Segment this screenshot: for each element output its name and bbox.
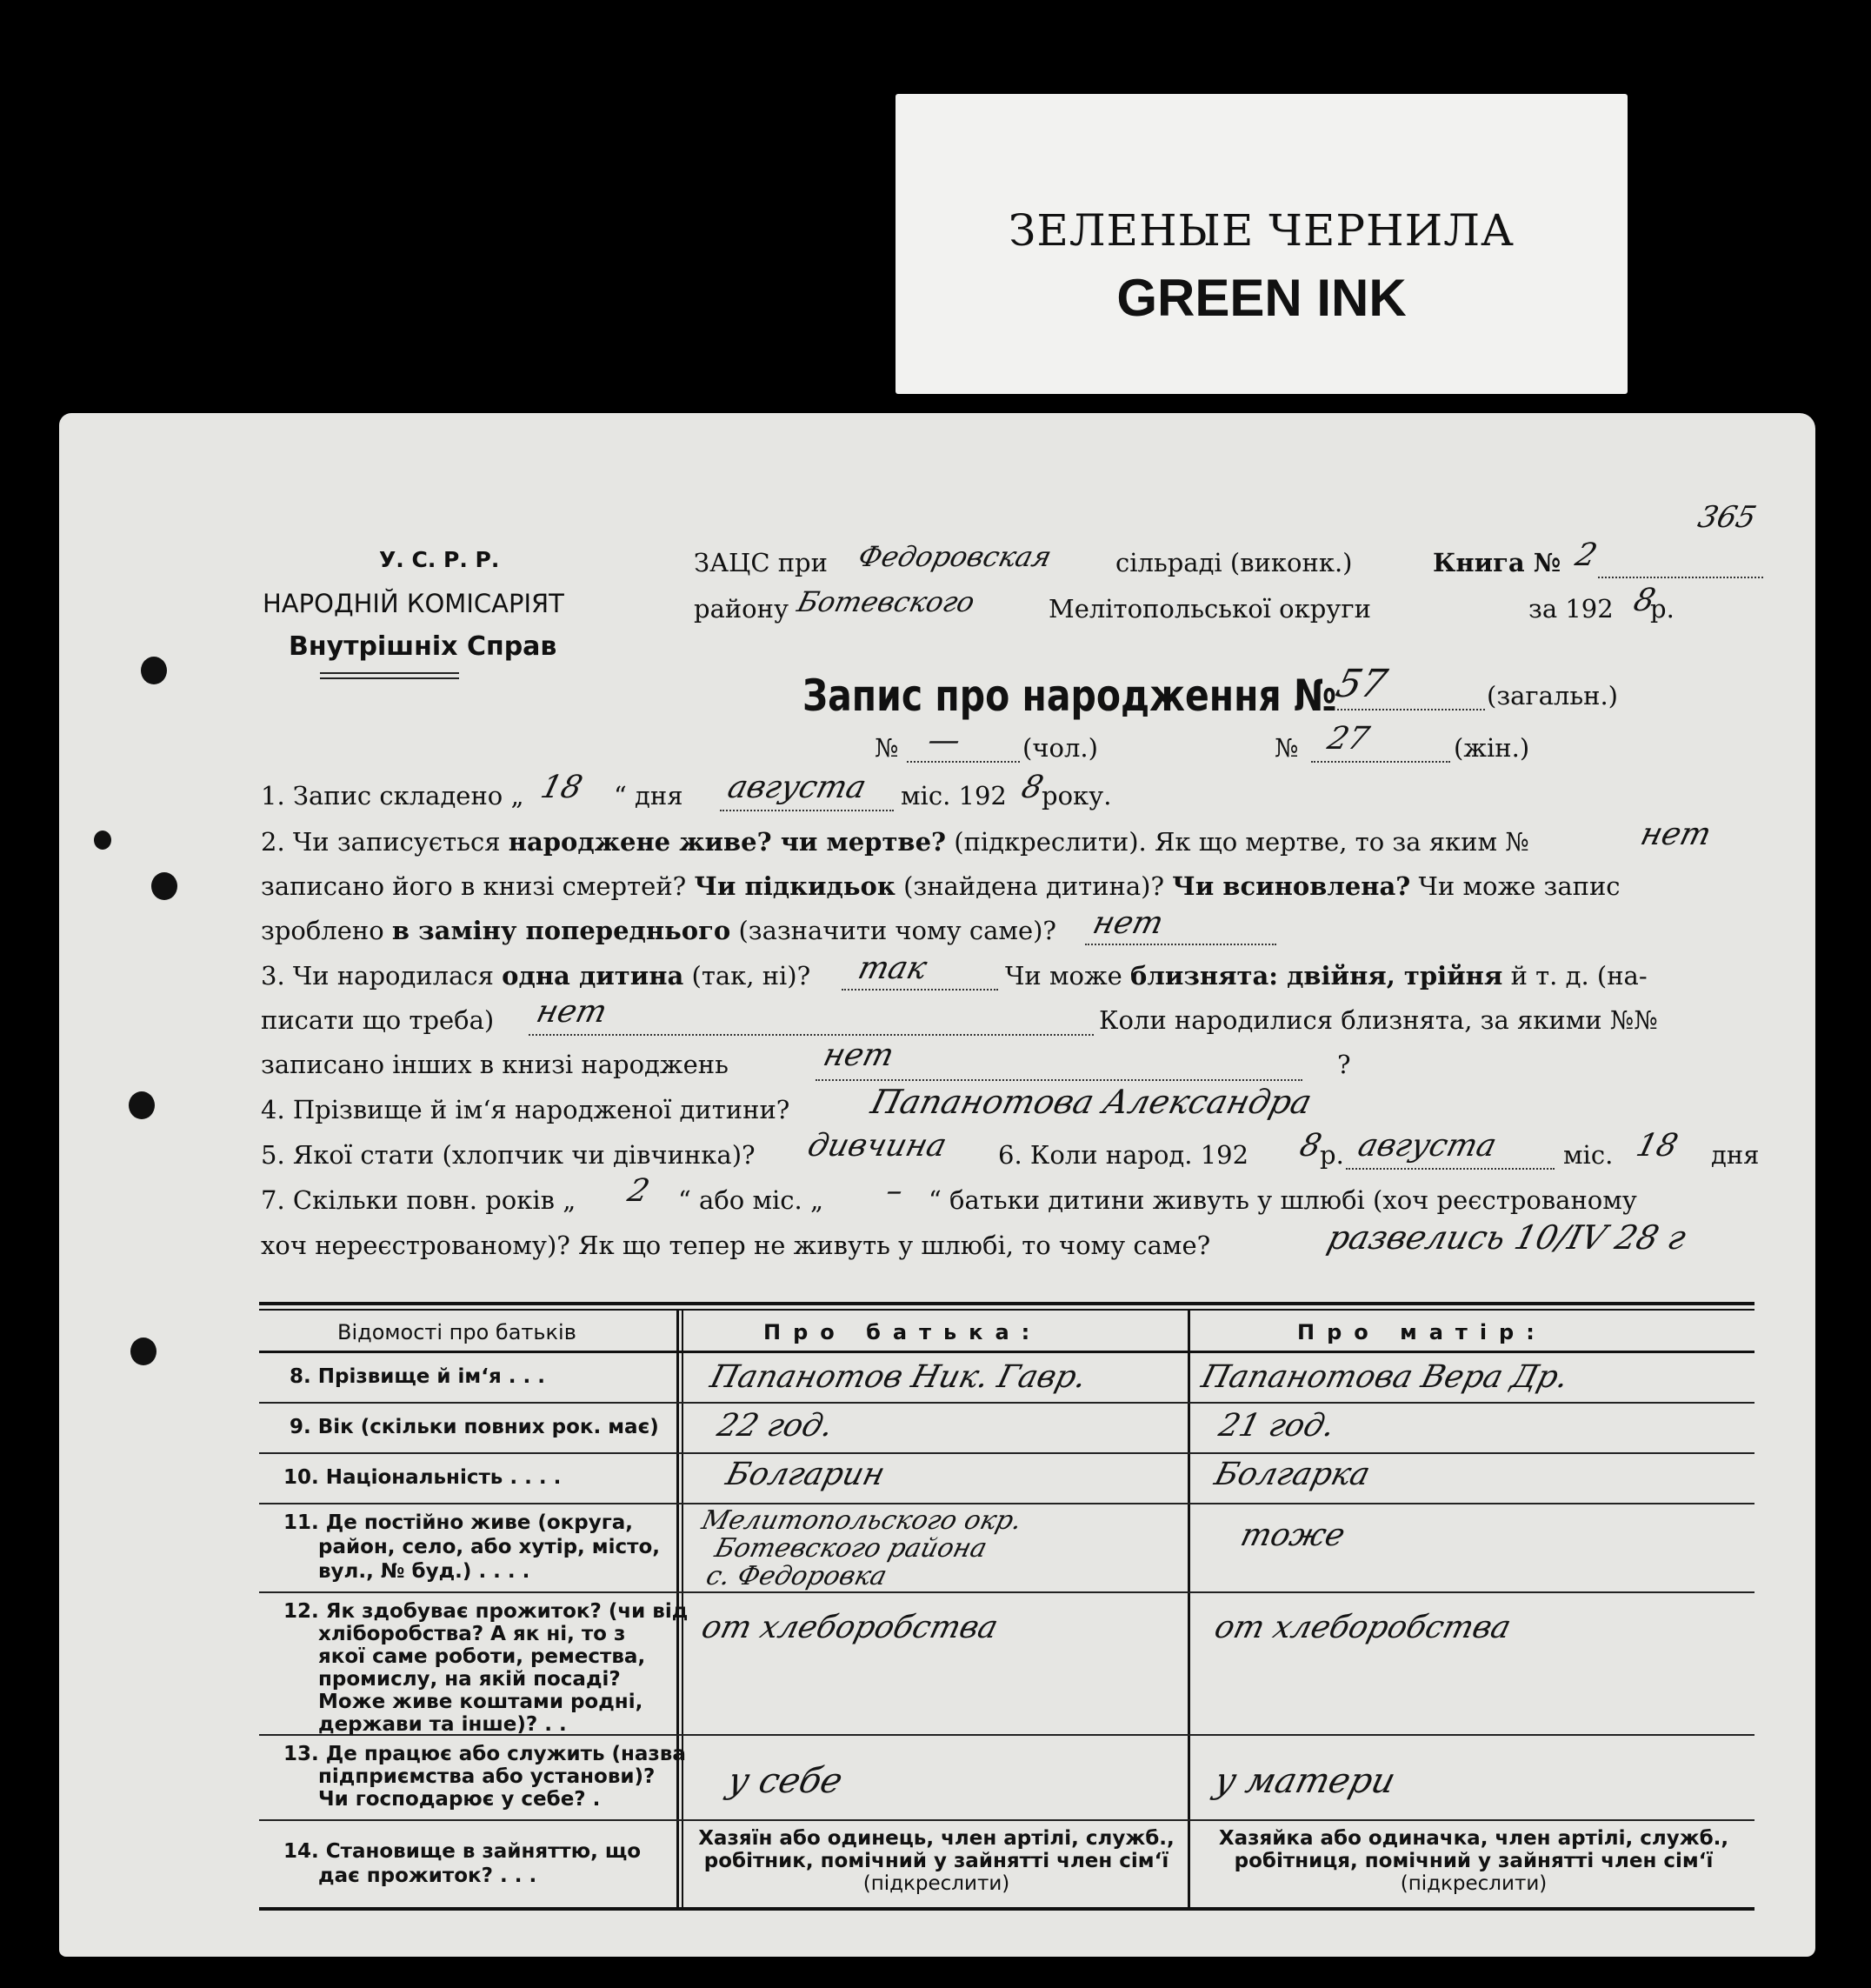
male-no-sign: № — [875, 733, 899, 763]
father-nationality: Болгарин — [722, 1457, 889, 1492]
mother-workplace: у матери — [1210, 1761, 1400, 1801]
ink-color-label-card — [896, 94, 1628, 394]
q7-label: 7. Скільки повн. років „ — [261, 1185, 576, 1215]
q2-a: 2. Чи записується — [261, 827, 501, 857]
year-digit: 8 — [1629, 583, 1660, 618]
father-residence: Ботевского района — [711, 1533, 990, 1564]
q2-f: (знайдена дитина)? — [903, 871, 1165, 901]
q2-j: в заміну попереднього — [391, 916, 731, 945]
table-top-rule — [259, 1309, 1754, 1311]
row-label: 10. Національність . . . . — [283, 1466, 562, 1489]
row-label: підприємства або установи)? — [318, 1765, 656, 1788]
q1-month: августа — [723, 770, 870, 805]
col-head-parents: Відомості про батьків — [337, 1320, 576, 1344]
general-number: 57 — [1331, 662, 1392, 706]
q2-line-2 — [261, 871, 1621, 901]
q3-others-qmark: ? — [1337, 1050, 1351, 1079]
village-name: Федоровская — [855, 540, 1055, 573]
header-usrr: У. С. Р. Р. — [379, 547, 500, 572]
row-label: 9. Вік (скільки повних рок. має) — [290, 1416, 659, 1438]
punch-hole — [141, 657, 167, 684]
q3-others-answer: нет — [819, 1037, 898, 1073]
row-label: Може живе коштами родні, — [318, 1691, 643, 1713]
male-label: (чол.) — [1022, 733, 1098, 763]
selrada-label: сільраді (виконк.) — [1115, 548, 1353, 577]
q7-answer: развелись 10/IV 28 г — [1323, 1218, 1690, 1257]
q3-line — [261, 961, 810, 991]
q3-twins-line — [529, 1032, 1094, 1036]
mother-status-options: Хазяйка або одиначка, член артілі, служб., — [1218, 1827, 1729, 1850]
q3-b: одна дитина — [502, 961, 684, 991]
year-label: за 192 — [1528, 594, 1614, 624]
q7-months: – — [882, 1173, 908, 1209]
book-number-line — [1598, 575, 1763, 578]
father-residence: с. Федоровка — [702, 1561, 890, 1591]
q7-tail: “ батьки дитини живуть у шлюбі (хоч реєстрованому — [929, 1185, 1637, 1215]
row-label: 11. Де постійно живе (округа, — [283, 1511, 634, 1534]
female-no-sign: № — [1275, 733, 1299, 763]
q3-answer-line — [842, 987, 998, 991]
row-divider — [259, 1402, 1754, 1404]
q2-g: Чи всиновлена? — [1172, 871, 1411, 901]
birth-record-form — [59, 413, 1815, 1957]
q7-years: 2 — [623, 1173, 654, 1209]
row-label: якої саме роботи, ремества, — [318, 1645, 646, 1668]
mother-nationality: Болгарка — [1210, 1457, 1374, 1492]
q2-answer-2-line — [1085, 942, 1276, 945]
q3-d: Чи може — [1005, 961, 1122, 991]
punch-hole — [94, 831, 111, 850]
father-residence: Мелитопольского окр. — [698, 1505, 1025, 1536]
table-head-rule — [259, 1351, 1754, 1353]
title-text: Запис про народження № — [802, 670, 1337, 721]
row-divider — [259, 1503, 1754, 1504]
q3-others-line — [816, 1077, 1302, 1081]
father-age: 22 год. — [713, 1408, 837, 1444]
q6-day-suffix: дня — [1711, 1140, 1760, 1170]
q4-label: 4. Прізвище й ім‘я народженої дитини? — [261, 1095, 790, 1124]
okrug-label: Мелітопольської округи — [1049, 594, 1371, 624]
q5-label: 5. Якої стати (хлопчик чи дівчинка)? — [261, 1140, 756, 1170]
zags-prefix: ЗАЦС при — [694, 548, 828, 577]
q1-label: 1. Запис складено „ — [261, 781, 524, 811]
father-status-options: робітник, помічний у зайнятті член сім‘ї — [703, 1850, 1169, 1872]
mother-name: Папанотова Вера Др. — [1197, 1359, 1573, 1395]
mother-age: 21 год. — [1215, 1408, 1339, 1444]
row-label: хліборобства? А як ні, то з — [318, 1623, 626, 1645]
q2-answer: нет — [1636, 817, 1715, 852]
corner-number: 365 — [1695, 500, 1760, 535]
row-label: 8. Прізвище й ім‘я . . . — [290, 1365, 545, 1388]
row-label: промислу, на якій посаді? — [318, 1668, 621, 1691]
label-russian: ЗЕЛЕНЫЕ ЧЕРНИЛА — [1009, 205, 1515, 256]
q1-day: 18 — [536, 770, 586, 805]
col-head-mother: Про матір: — [1297, 1320, 1547, 1344]
q4-answer: Папанотова Александра — [867, 1083, 1316, 1121]
punch-hole — [151, 872, 177, 900]
table-top-rule — [259, 1302, 1754, 1305]
q2-answer-2: нет — [1089, 905, 1168, 941]
q3-line-b — [1005, 961, 1648, 991]
q6-label: 6. Коли народ. 192 — [998, 1140, 1249, 1170]
header-commissariat: НАРОДНІЙ КОМІСАРІЯТ — [263, 589, 564, 618]
q2-e: Чи підкидьок — [694, 871, 896, 901]
q6-month-suffix: міс. — [1563, 1140, 1614, 1170]
row-label: Чи господарює у себе? . — [318, 1788, 601, 1811]
q3-twins-label: писати що треба) — [261, 1005, 495, 1035]
row-divider — [259, 1452, 1754, 1454]
q3-others-label: записано інших в книзі народжень — [261, 1050, 729, 1079]
q5-answer: дивчина — [803, 1128, 950, 1164]
row-label: дає прожиток? . . . — [318, 1865, 537, 1887]
father-name: Папанотов Ник. Гавр. — [706, 1359, 1090, 1395]
female-number-line — [1311, 759, 1450, 763]
q6-year: 8 — [1295, 1128, 1326, 1164]
header-divider — [320, 677, 459, 679]
book-label: Книга № — [1433, 548, 1561, 577]
row-divider — [259, 1819, 1754, 1821]
q1-year: 8 — [1017, 770, 1048, 805]
q3-a: 3. Чи народилася — [261, 961, 494, 991]
q1-year-label: міс. 192 — [901, 781, 1007, 811]
general-number-line — [1337, 707, 1485, 710]
book-number: 2 — [1571, 537, 1601, 573]
q2-i: зроблено — [261, 916, 384, 945]
male-number-line — [907, 759, 1020, 763]
q6-month-line — [1346, 1166, 1555, 1170]
punch-hole — [130, 1338, 156, 1365]
label-english: GREEN INK — [1116, 269, 1407, 327]
row-label: вул., № буд.) . . . . — [318, 1560, 530, 1583]
father-workplace: у себе — [723, 1761, 847, 1801]
row-label: район, село, або хутір, місто, — [318, 1536, 660, 1558]
mother-occupation: от хлеборобства — [1210, 1610, 1515, 1645]
q2-c: (підкреслити). Як що мертве, то за яким № — [954, 827, 1529, 857]
father-status-options: Хазяїн або одинець, член артілі, служб., — [698, 1827, 1175, 1850]
q2-d: записано його в книзі смертей? — [261, 871, 687, 901]
father-status-options: (підкреслити) — [862, 1872, 1010, 1895]
district-name: Ботевского — [794, 585, 979, 618]
q1-year-suffix: року. — [1042, 781, 1112, 811]
female-label: (жін.) — [1454, 733, 1530, 763]
q2-h: Чи може запис — [1418, 871, 1621, 901]
mother-residence: тоже — [1236, 1518, 1349, 1553]
q2-line — [261, 827, 1529, 857]
row-label: держави та інше)? . . — [318, 1713, 567, 1736]
q6-month: августа — [1354, 1128, 1501, 1164]
q3-answer: так — [854, 951, 931, 986]
table-bottom-rule — [259, 1907, 1754, 1911]
q1-month-line — [720, 808, 894, 811]
q1-day-suffix: “ дня — [614, 781, 683, 811]
mother-status-options: робітниця, помічний у зайнятті член сім‘ї — [1234, 1850, 1714, 1872]
q6-year-suffix: р. — [1320, 1140, 1344, 1170]
q3-twins-answer: нет — [532, 994, 611, 1030]
row-divider — [259, 1591, 1754, 1593]
q3-c: (так, ні)? — [691, 961, 811, 991]
female-number: 27 — [1323, 721, 1373, 757]
row-label: 12. Як здобуває прожиток? (чи від — [283, 1600, 689, 1623]
q3-f: й т. д. (на- — [1510, 961, 1648, 991]
district-label: району — [694, 594, 789, 624]
q2-line-3 — [261, 916, 1056, 945]
q7-line-2: хоч нереєстрованому)? Як що тепер не живуть у шлюбі, то чому саме? — [261, 1231, 1211, 1260]
q3-e: близнята: двійня, трійня — [1130, 961, 1503, 991]
q3-twins-when: Коли народилися близнята, за якими №№ — [1099, 1005, 1658, 1035]
male-number: — — [923, 723, 965, 758]
row-label: 13. Де працює або служить (назва — [283, 1743, 686, 1765]
header-affairs: Внутрішніх Справ — [289, 631, 557, 662]
general-label: (загальн.) — [1487, 681, 1618, 710]
punch-hole — [129, 1091, 155, 1119]
header-divider — [320, 672, 459, 674]
year-suffix: р. — [1650, 594, 1675, 624]
q7-months-label: “ або міс. „ — [678, 1185, 824, 1215]
col-head-father: Про батька: — [763, 1320, 1042, 1344]
q2-k: (зазначити чому саме)? — [738, 916, 1056, 945]
father-occupation: от хлеборобства — [697, 1610, 1002, 1645]
row-label: 14. Становище в зайняттю, що — [283, 1840, 642, 1863]
page-title — [802, 670, 1336, 721]
q6-day: 18 — [1632, 1128, 1681, 1164]
mother-status-options: (підкреслити) — [1400, 1872, 1548, 1895]
q2-b: народжене живе? чи мертве? — [508, 827, 947, 857]
